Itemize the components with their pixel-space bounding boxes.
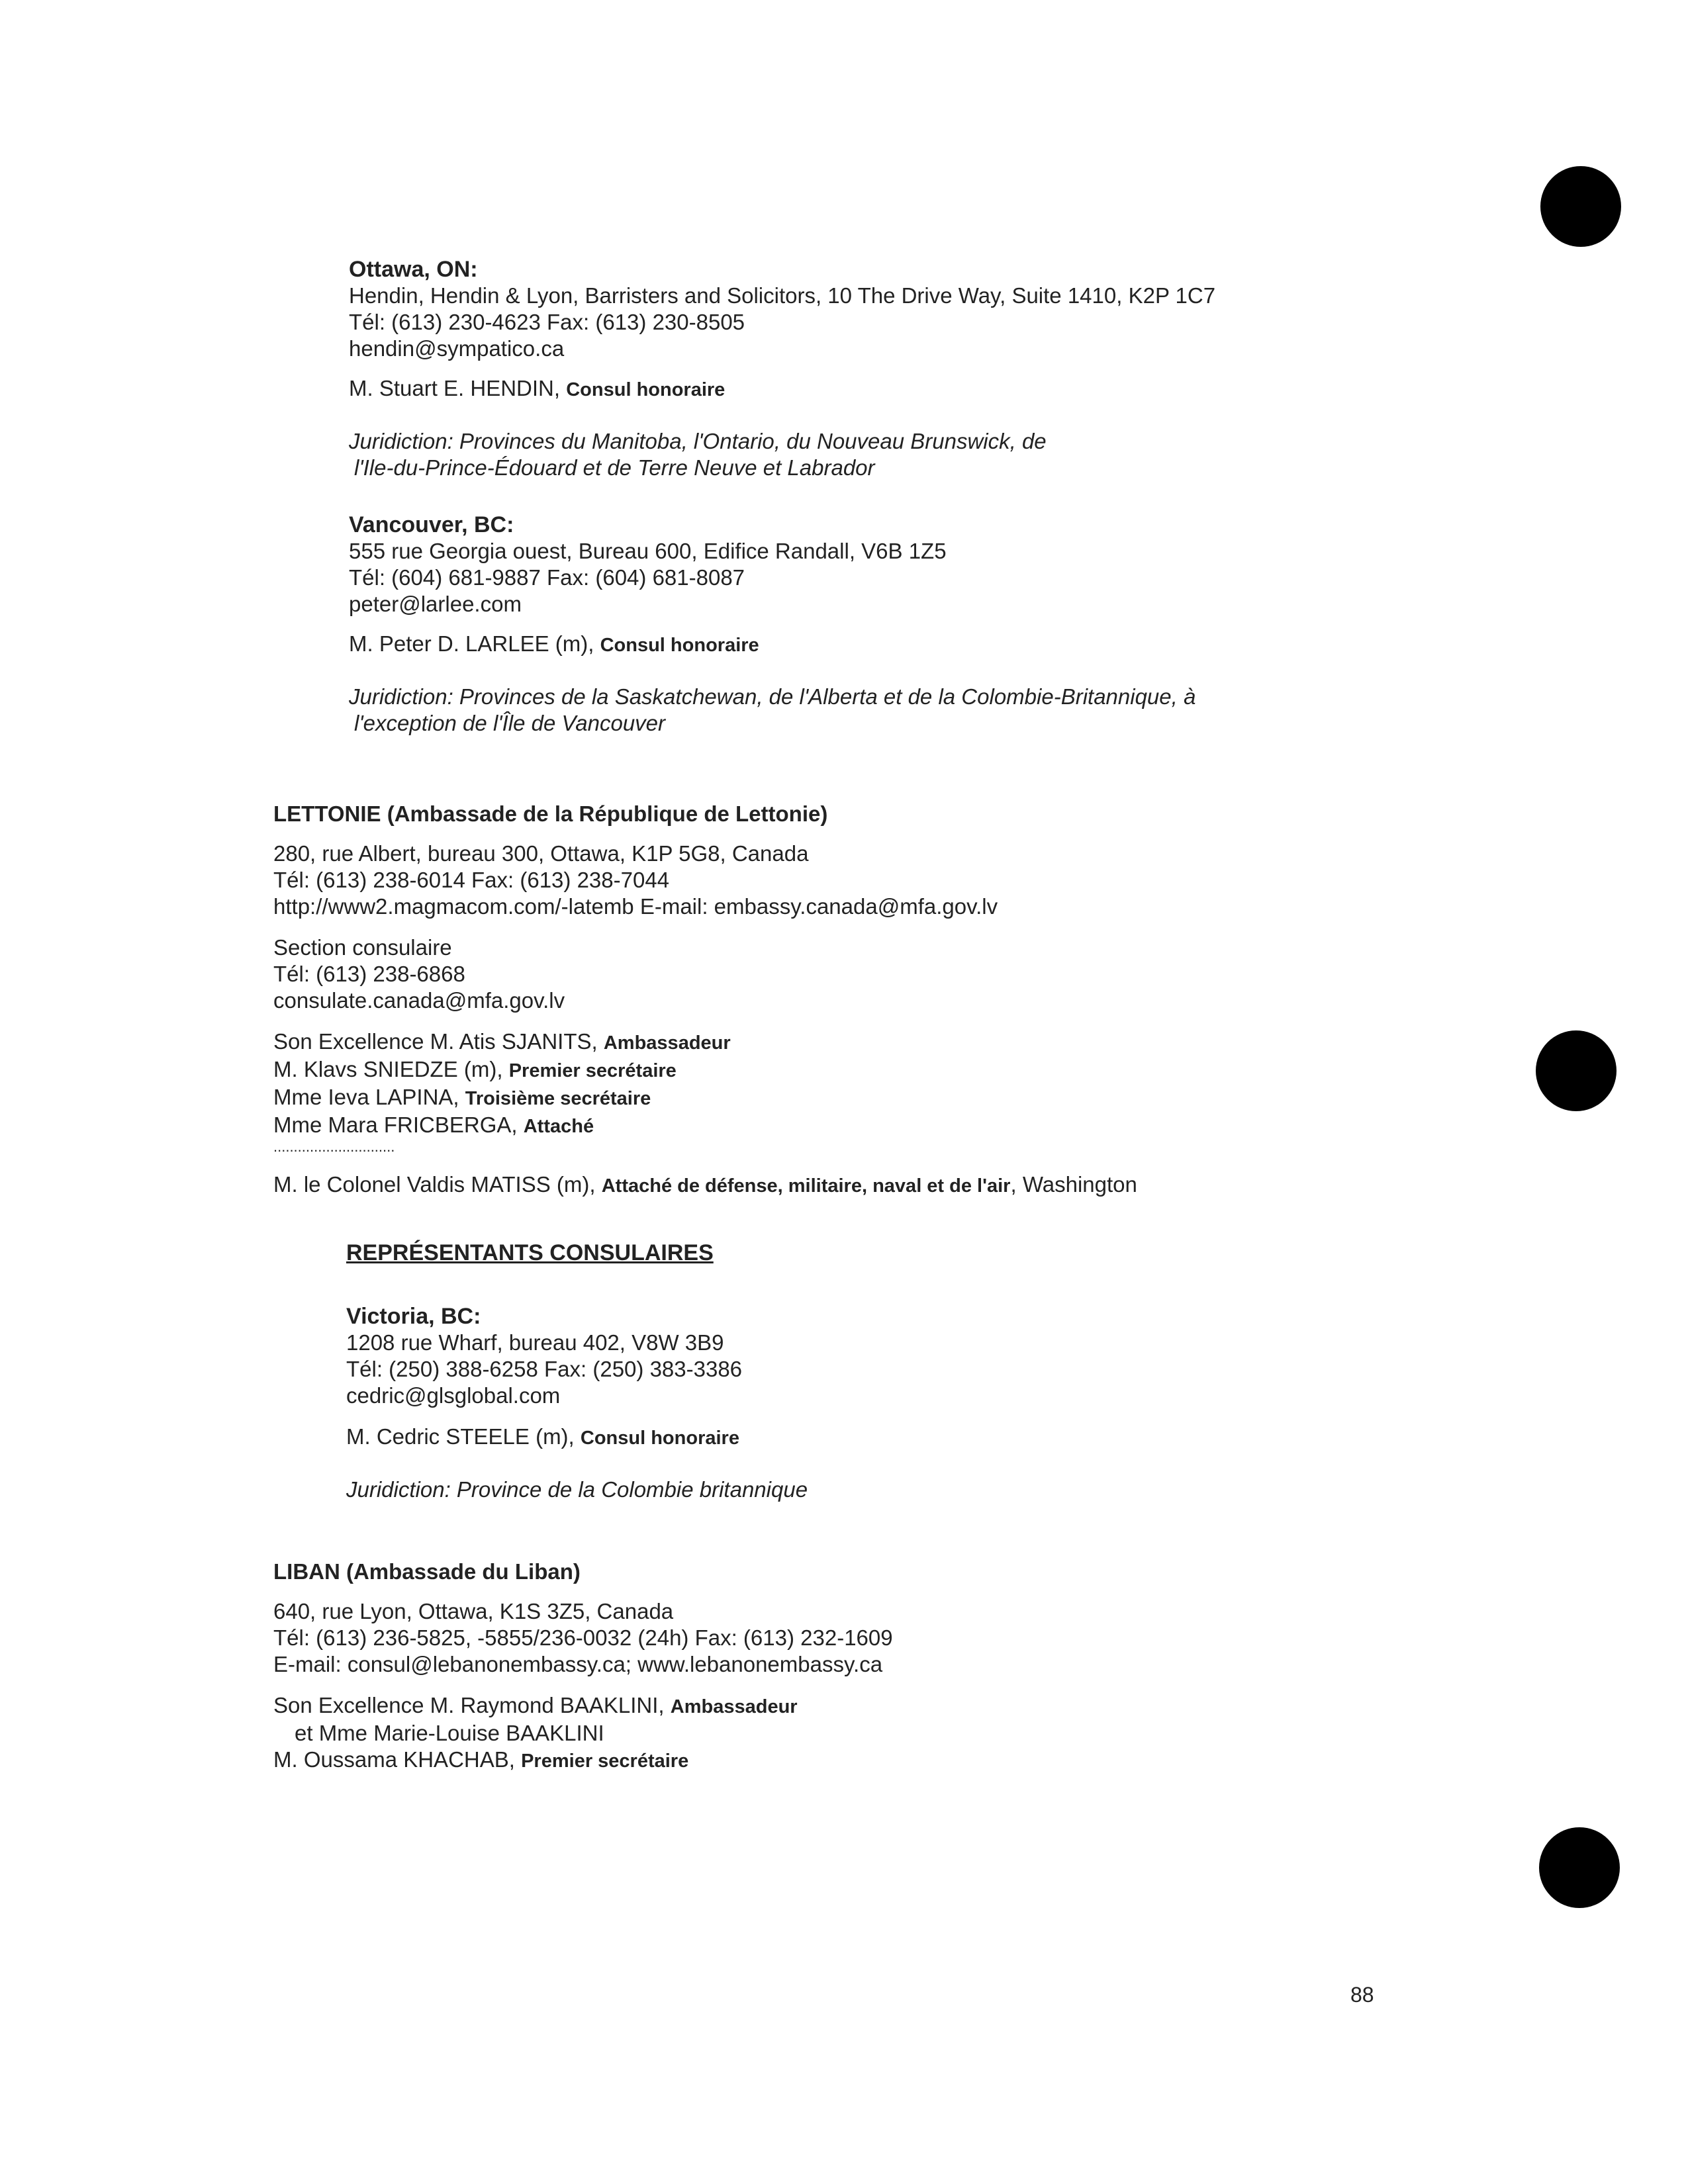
liban-staff-2 bbox=[273, 1747, 893, 1774]
liban-tel: Tél: (613) 236-5825, -5855/236-0032 (24h) Fax: (613) 232-1609 bbox=[273, 1625, 893, 1650]
lettonie-tel: Tél: (613) 238-6014 Fax: (613) 238-7044 bbox=[273, 868, 670, 892]
victoria-person bbox=[346, 1424, 808, 1451]
ottawa-person-role: Consul honoraire bbox=[566, 379, 726, 400]
liban-email: E-mail: consul@lebanonembassy.ca; www.lebanonembassy.ca bbox=[273, 1652, 883, 1676]
liban-staff-2-name: M. Oussama KHACHAB, bbox=[273, 1747, 522, 1772]
binder-hole-top bbox=[1540, 166, 1621, 247]
staff-role: Attaché bbox=[523, 1116, 594, 1137]
lettonie-staff-2 bbox=[273, 1084, 1137, 1112]
lettonie-colonel bbox=[273, 1171, 1137, 1199]
ottawa-person-name: M. Stuart E. HENDIN, bbox=[349, 376, 567, 400]
ottawa-address: Hendin, Hendin & Lyon, Barristers and Solicitors, 10 The Drive Way, Suite 1410, K2P 1C7 bbox=[349, 283, 1216, 308]
binder-hole-bottom bbox=[1539, 1827, 1620, 1908]
lettonie-staff-3 bbox=[273, 1112, 1137, 1140]
lettonie-consular-block bbox=[346, 1240, 808, 1503]
binder-hole-middle bbox=[1536, 1030, 1617, 1111]
vancouver-person bbox=[349, 631, 1196, 659]
staff-name: Mme Ieva LAPINA, bbox=[273, 1085, 465, 1109]
lettonie-section-email: consulate.canada@mfa.gov.lv bbox=[273, 988, 565, 1013]
lettonie-staff-0 bbox=[273, 1028, 1137, 1056]
liban-staff-1-role: Ambassadeur bbox=[670, 1696, 798, 1717]
staff-role: Troisième secrétaire bbox=[465, 1088, 651, 1109]
vancouver-juris-1: Juridiction: Provinces de la Saskatchewan, de l'Alberta et de la Colombie-Britannique, à bbox=[349, 684, 1196, 709]
victoria-person-name: M. Cedric STEELE (m), bbox=[346, 1424, 581, 1449]
vancouver-person-name: M. Peter D. LARLEE (m), bbox=[349, 631, 600, 656]
lettonie-web: http://www2.magmacom.com/-latemb E-mail: embassy.canada@mfa.gov.lv bbox=[273, 894, 998, 919]
colonel-role: Attaché de défense, militaire, naval et de l'air bbox=[601, 1175, 1011, 1197]
ottawa-person bbox=[349, 375, 1215, 403]
staff-name: M. Klavs SNIEDZE (m), bbox=[273, 1057, 509, 1081]
vancouver-heading: Vancouver, BC: bbox=[349, 512, 514, 537]
victoria-person-role: Consul honoraire bbox=[580, 1428, 739, 1449]
staff-name: Son Excellence M. Atis SJANITS, bbox=[273, 1029, 604, 1054]
lettonie-section: Section consulaire bbox=[273, 935, 452, 960]
liban-address: 640, rue Lyon, Ottawa, K1S 3Z5, Canada bbox=[273, 1599, 674, 1623]
vancouver-block bbox=[349, 512, 1196, 737]
vancouver-tel: Tél: (604) 681-9887 Fax: (604) 681-8087 bbox=[349, 565, 745, 590]
lettonie-address: 280, rue Albert, bureau 300, Ottawa, K1P 5G8, Canada bbox=[273, 841, 809, 866]
consular-heading: REPRÉSENTANTS CONSULAIRES bbox=[346, 1240, 714, 1265]
vancouver-address: 555 rue Georgia ouest, Bureau 600, Edifice Randall, V6B 1Z5 bbox=[349, 539, 947, 563]
ottawa-juris-1: Juridiction: Provinces du Manitoba, l'Ontario, du Nouveau Brunswick, de bbox=[349, 429, 1047, 453]
liban-staff-1-name: Son Excellence M. Raymond BAAKLINI, bbox=[273, 1693, 671, 1717]
staff-name: Mme Mara FRICBERGA, bbox=[273, 1113, 524, 1137]
ottawa-block bbox=[349, 256, 1215, 481]
lettonie-staff-1 bbox=[273, 1056, 1137, 1084]
lettonie-title: LETTONIE (Ambassade de la République de Lettonie) bbox=[273, 801, 828, 826]
liban-staff-2-role: Premier secrétaire bbox=[521, 1751, 689, 1772]
victoria-email: cedric@glsglobal.com bbox=[346, 1383, 561, 1408]
liban-title: LIBAN (Ambassade du Liban) bbox=[273, 1559, 581, 1584]
victoria-tel: Tél: (250) 388-6258 Fax: (250) 383-3386 bbox=[346, 1357, 743, 1381]
page-number: 88 bbox=[1350, 1983, 1374, 2007]
liban-staff-1 bbox=[273, 1692, 893, 1720]
victoria-address: 1208 rue Wharf, bureau 402, V8W 3B9 bbox=[346, 1330, 724, 1355]
staff-role: Ambassadeur bbox=[603, 1032, 731, 1054]
vancouver-juris-2: l'exception de l'Île de Vancouver bbox=[354, 711, 666, 735]
ottawa-email: hendin@sympatico.ca bbox=[349, 336, 565, 361]
colonel-suffix: , Washington bbox=[1010, 1172, 1137, 1197]
lettonie-section-tel: Tél: (613) 238-6868 bbox=[273, 962, 465, 986]
victoria-heading: Victoria, BC: bbox=[346, 1304, 481, 1329]
ottawa-heading: Ottawa, ON: bbox=[349, 257, 478, 282]
lettonie-block bbox=[273, 801, 1137, 1199]
victoria-juris: Juridiction: Province de la Colombie britannique bbox=[346, 1477, 808, 1502]
ottawa-tel: Tél: (613) 230-4623 Fax: (613) 230-8505 bbox=[349, 310, 745, 334]
liban-staff-1b: et Mme Marie-Louise BAAKLINI bbox=[295, 1721, 604, 1745]
staff-role: Premier secrétaire bbox=[508, 1060, 677, 1081]
vancouver-email: peter@larlee.com bbox=[349, 592, 522, 616]
colonel-name: M. le Colonel Valdis MATISS (m), bbox=[273, 1172, 602, 1197]
lettonie-dots: .............................. bbox=[273, 1138, 395, 1155]
vancouver-person-role: Consul honoraire bbox=[600, 635, 759, 656]
ottawa-juris-2: l'Ile-du-Prince-Édouard et de Terre Neuve et Labrador bbox=[354, 455, 875, 480]
liban-block bbox=[273, 1559, 893, 1774]
